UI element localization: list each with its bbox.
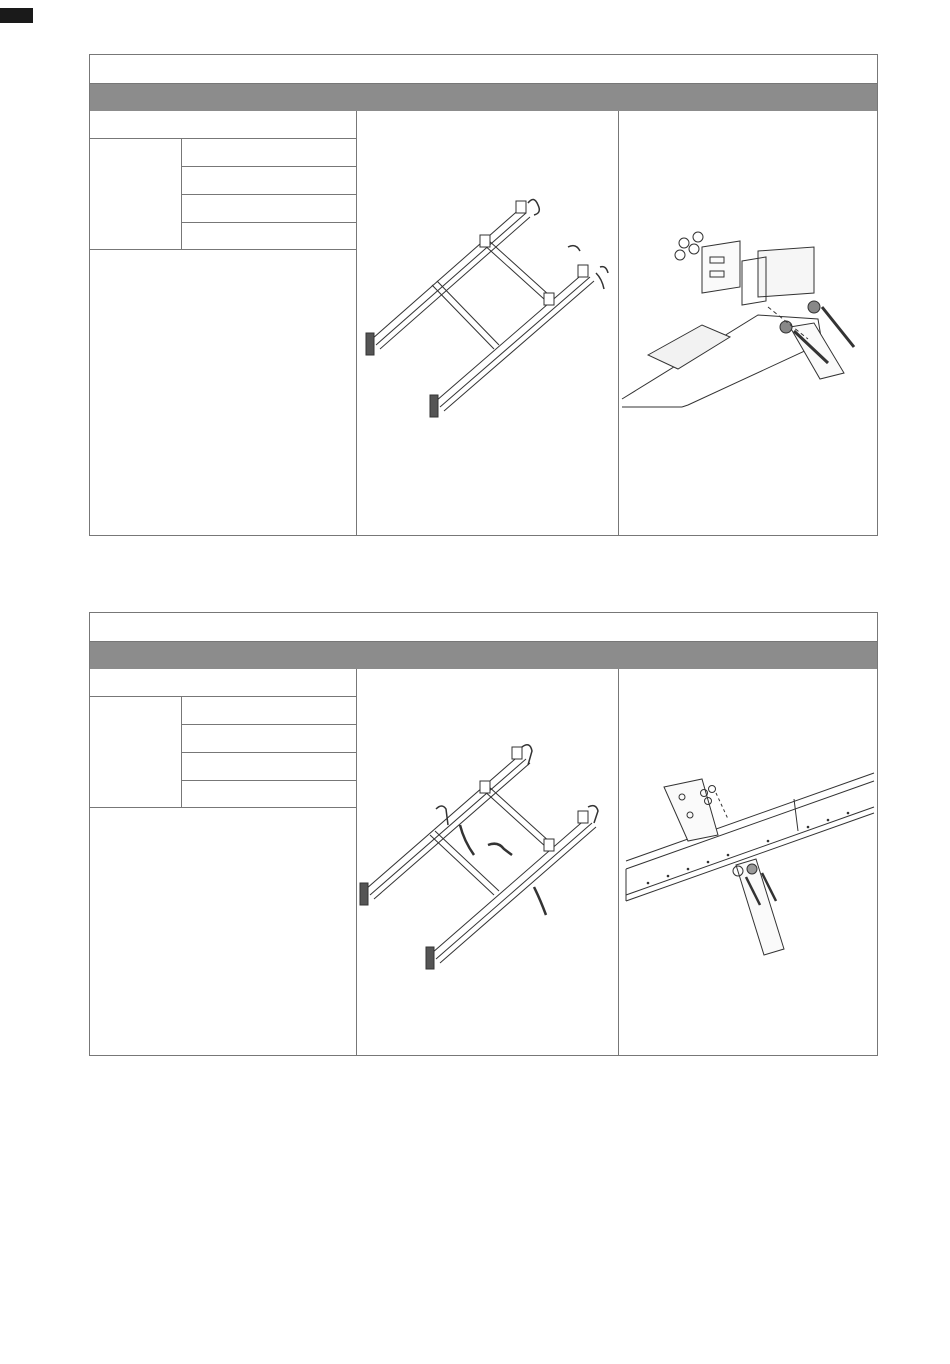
parts-header bbox=[90, 669, 356, 681]
notes-text bbox=[90, 809, 356, 821]
parts-row bbox=[182, 780, 356, 808]
parts-row-text bbox=[182, 167, 356, 179]
page-corner-tab bbox=[0, 8, 33, 23]
parts-row bbox=[182, 195, 356, 223]
parts-header-row bbox=[90, 669, 356, 697]
figure-cell-detail bbox=[618, 669, 877, 1055]
bracket-bolt-illustration bbox=[618, 111, 878, 537]
notes-cell bbox=[90, 809, 356, 1055]
instruction-table-2 bbox=[89, 612, 878, 1056]
header-bar-label bbox=[90, 642, 877, 654]
table-title bbox=[90, 55, 877, 67]
figure-cell-overview bbox=[356, 111, 619, 535]
parts-row bbox=[182, 753, 356, 781]
notes-cell bbox=[90, 251, 356, 535]
parts-row-text bbox=[182, 222, 356, 234]
parts-group-label-cell bbox=[90, 139, 182, 250]
instruction-table-1 bbox=[89, 54, 878, 536]
parts-group-label-cell bbox=[90, 697, 182, 808]
parts-column bbox=[90, 111, 357, 535]
header-bar-label bbox=[90, 84, 877, 96]
parts-row bbox=[182, 139, 356, 167]
parts-row-text bbox=[182, 753, 356, 765]
table-title bbox=[90, 613, 877, 625]
table-title-row bbox=[90, 613, 877, 642]
parts-header bbox=[90, 111, 356, 123]
figure-cell-overview bbox=[356, 669, 619, 1055]
table-header-bar bbox=[90, 642, 877, 669]
parts-group-label bbox=[90, 139, 181, 151]
table-title-row bbox=[90, 55, 877, 84]
parts-row-text bbox=[182, 697, 356, 709]
parts-row bbox=[182, 697, 356, 725]
parts-header-row bbox=[90, 111, 356, 139]
table-header-bar bbox=[90, 84, 877, 111]
parts-row-text bbox=[182, 139, 356, 151]
ladder-frame-clamps-illustration bbox=[356, 669, 618, 1057]
notes-text bbox=[90, 251, 356, 263]
rail-joint-illustration bbox=[618, 669, 878, 1057]
parts-row bbox=[182, 222, 356, 250]
figure-cell-detail bbox=[618, 111, 877, 535]
ladder-frame-illustration bbox=[356, 111, 618, 537]
parts-row-text bbox=[182, 195, 356, 207]
parts-column bbox=[90, 669, 357, 1055]
parts-row bbox=[182, 167, 356, 195]
parts-group-label bbox=[90, 697, 181, 709]
parts-row-text bbox=[182, 725, 356, 737]
parts-row bbox=[182, 725, 356, 753]
parts-row-text bbox=[182, 780, 356, 792]
